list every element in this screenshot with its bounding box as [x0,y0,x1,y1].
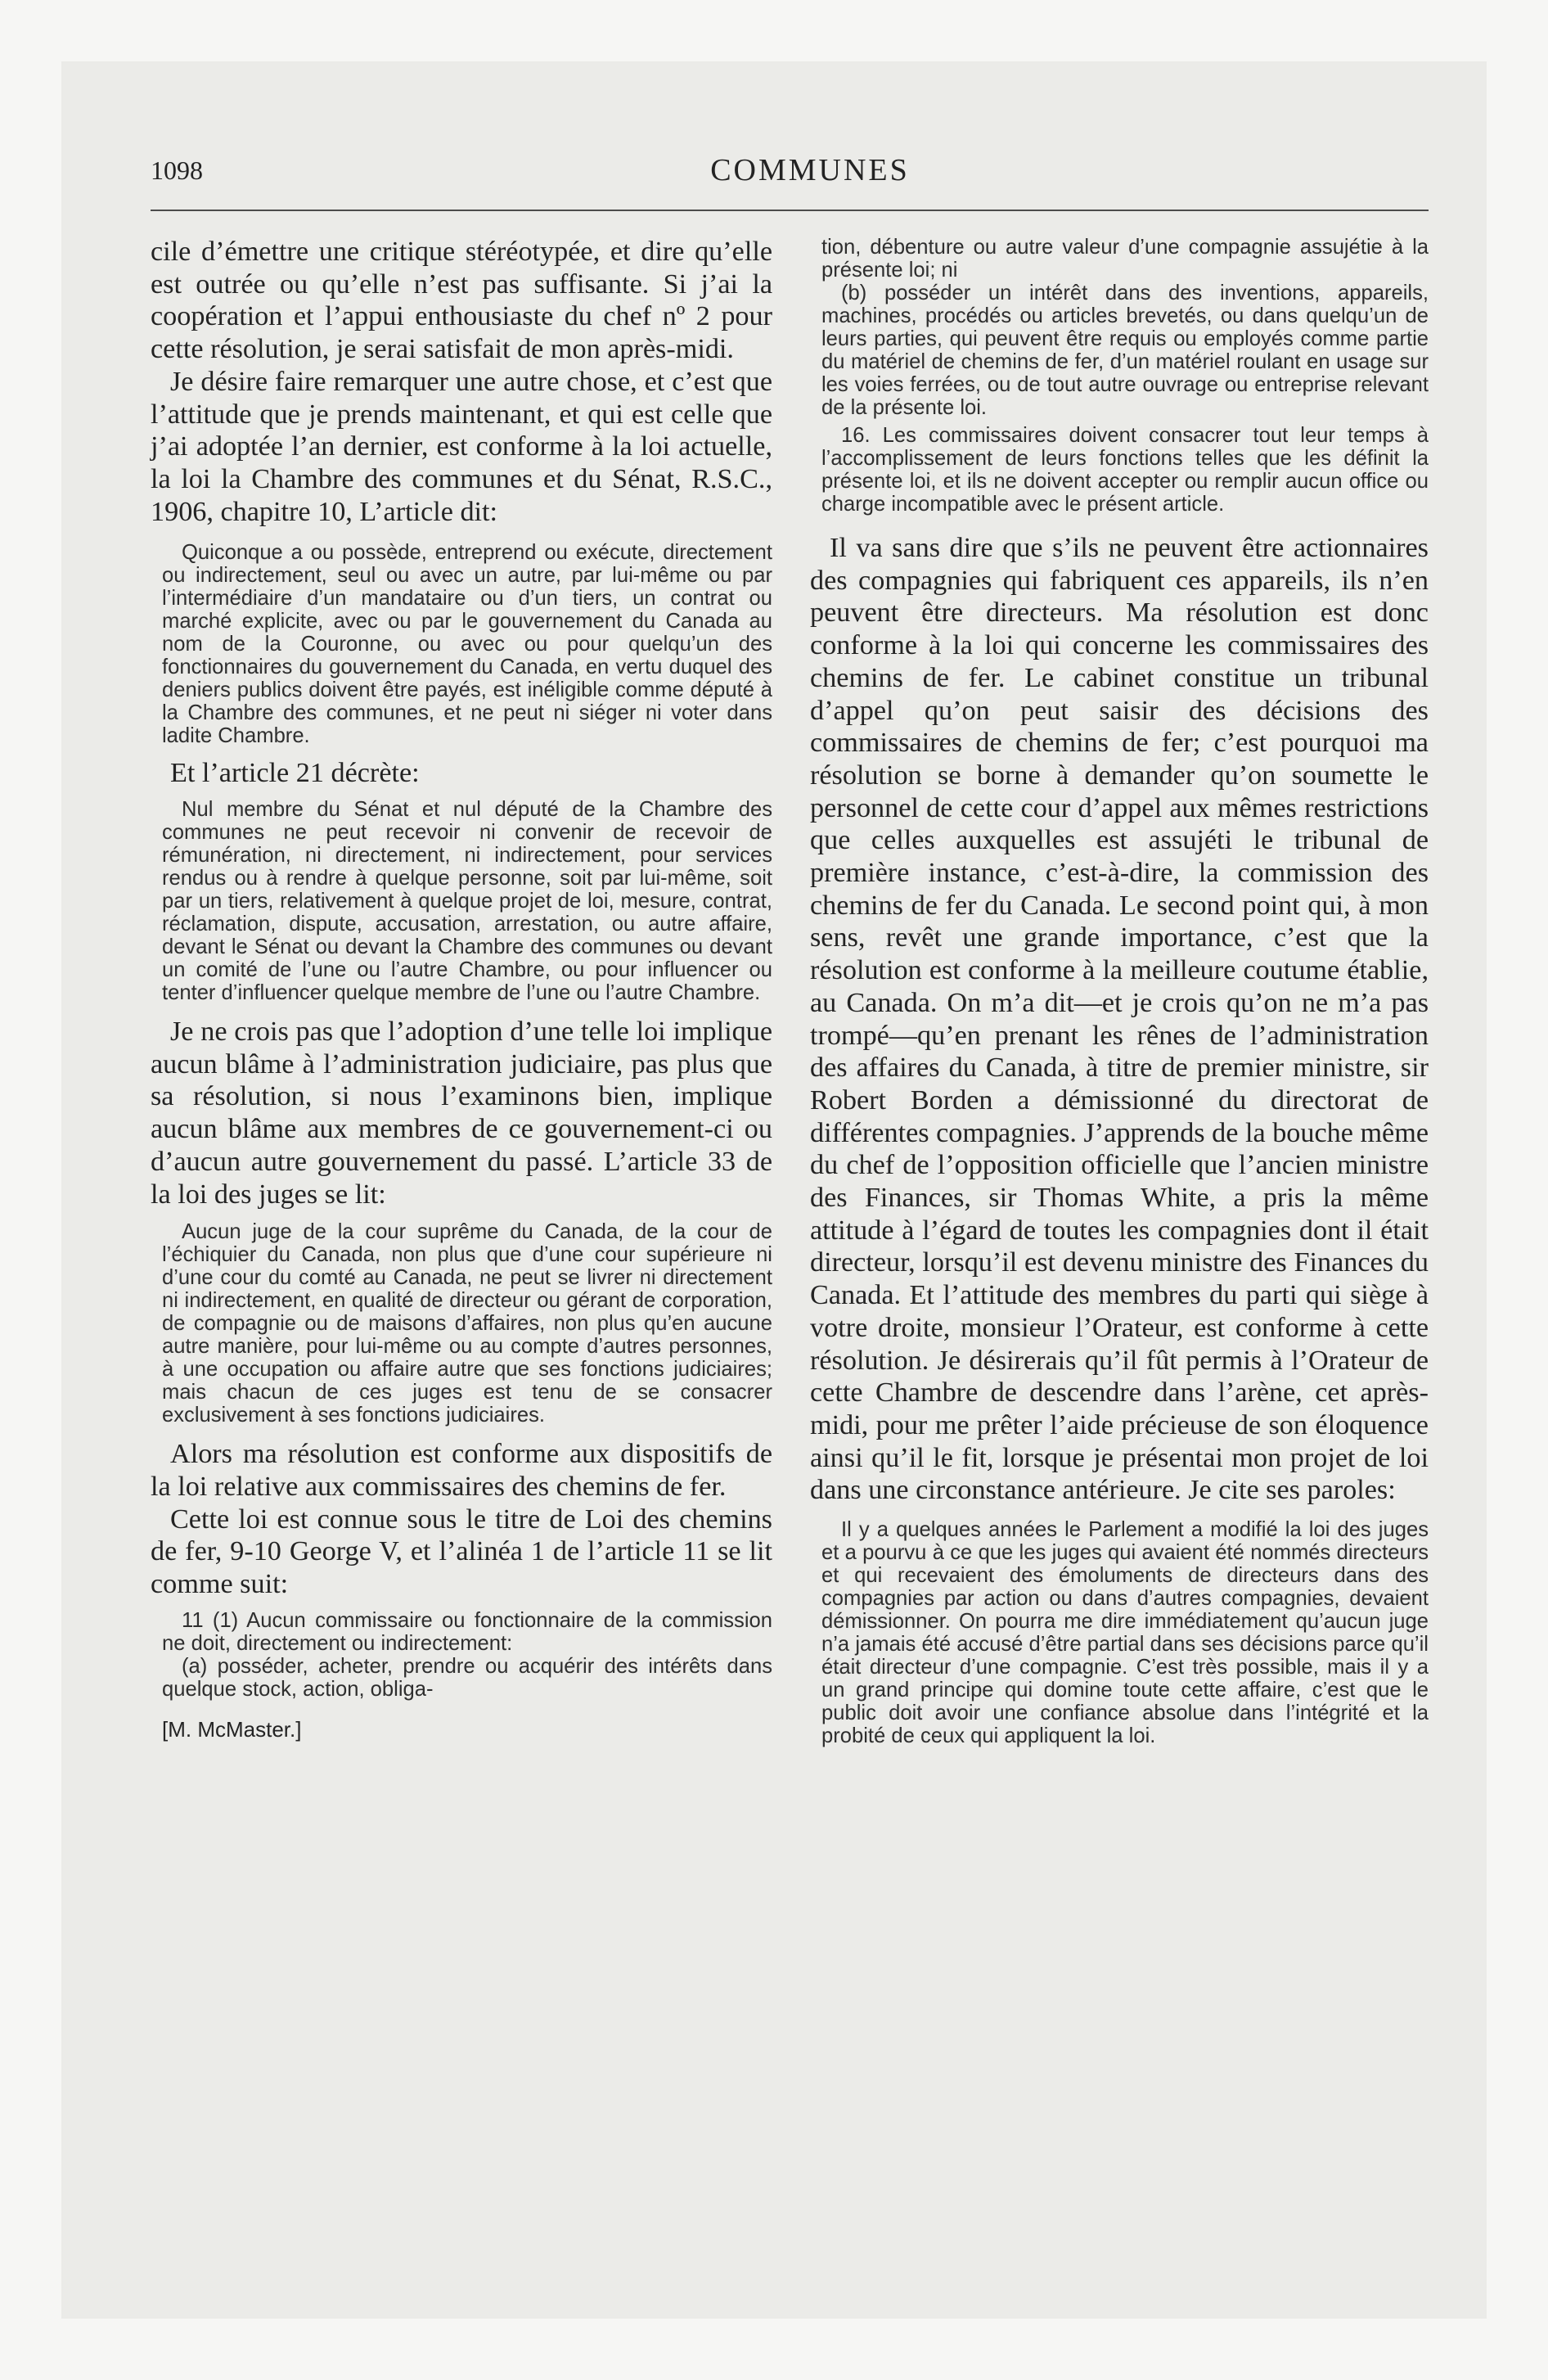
paragraph: Et l’article 21 décrète: [170,758,420,789]
quoted-statute: tion, débenture ou autre valeur d’une compagnie assujétie à la présente loi; ni [821,236,1429,282]
quoted-statute: Aucun juge de la cour suprême du Canada, de la cour de l’échiquier du Canada, non plus que d’une cour supérieure ni d’une cour du comté au Canada, ne peut se livrer ni directement ni indirectement, en qualité de directeur ou gérant de corporation, de compagnie ou de maisons d’affaires, non plus qu’en aucune autre manière, pour lui-même ou au compte d’autres personnes, à une occupation ou affaire autre que ses fonctions judiciaires; mais chacun de ces juges est tenu de se consacrer exclusivement à ses fonctions judiciaires. [162,1220,772,1427]
paragraph: Je désire faire remarquer une autre chose, et c’est que l’attitude que je prends maintenant, et qui est celle que j’ai adoptée l’an dernier, est conforme à la loi actuelle, la loi la Chambre des communes et du Sénat, R.S.C., 1906, chapitre 10, L’article dit: [151,366,772,527]
quoted-statute: Quiconque a ou possède, entreprend ou exécute, directement ou indirectement, seul ou avec un autre, par lui-même ou par l’intermédiaire d’un mandataire ou d’un tiers, un contrat ou marché explicite, avec ou par le gouvernement du Canada au nom de la Couronne, ou avec ou pour quelqu’un des fonctionnaires du gouvernement du Canada, en vertu duquel des deniers publics doivent être payés, est inéligible comme député à la Chambre des communes, et ne peut ni siéger ni voter dans ladite Chambre. [162,541,772,748]
quoted-statute: 16. Les commissaires doivent consacrer tout leur temps à l’accomplissement de leurs fonctions telles que les définit la présente loi, et ils ne doivent accepter ou remplir aucun office ou charge incompatible avec le présent article. [821,424,1429,516]
quoted-statute: Nul membre du Sénat et nul député de la Chambre des communes ne peut recevoir ni convenir de recevoir de rémunération, ni directement, ni indirectement, pour services rendus ou à rendre à quelque personne, soit par lui-même, soit par un tiers, relativement à quelque projet de loi, mesure, contrat, réclamation, dispute, accusation, arrestation, ou autre affaire, devant le Sénat ou devant la Chambre des communes ou devant un comité de l’une ou l’autre Chambre, ou pour influencer ou tenter d’influencer quelque membre de l’une ou l’autre Chambre. [162,798,772,1005]
quoted-statute: (b) posséder un intérêt dans des inventions, appareils, machines, procédés ou articles brevetés, ou dans quelqu’un de leurs parties, qui peuvent être requis ou employés comme partie du matériel de chemins de fer, d’un matériel roulant en usage sur les voies ferrées, ou de tout autre ouvrage ou entreprise relevant de la présente loi. [821,282,1429,419]
running-title: COMMUNES [710,153,910,187]
header-rule [151,210,1429,211]
page-number: 1098 [151,156,203,185]
paragraph: cile d’émettre une critique stéréotypée, et dire qu’elle est outrée ou qu’elle n’est pas suffisante. Si j’ai la coopération et l’appui enthousiaste du chef nº 2 pour cette résolution, je serai satisfait de mon après-midi. [151,237,772,365]
quoted-statute: 11 (1) Aucun commissaire ou fonctionnaire de la commission ne doit, directement ou indirectement: [162,1608,772,1655]
quoted-statute: (a) posséder, acheter, prendre ou acquérir des intérêts dans quelque stock, action, obliga- [162,1654,772,1701]
left-column [151,236,772,1742]
paragraph: Alors ma résolution est conforme aux dispositifs de la loi relative aux commissaires des chemins de fer. [151,1439,772,1502]
paragraph: Cette loi est connue sous le titre de Loi des chemins de fer, 9-10 George V, et l’alinéa 1 de l’article 11 se lit comme suit: [151,1503,772,1600]
paragraph: Je ne crois pas que l’adoption d’une telle loi implique aucun blâme à l’administration judiciaire, pas plus que sa résolution, si nous l’examinons bien, implique aucun blâme aux membres de ce gouvernement-ci ou d’aucun autre gouvernement du passé. L’article 33 de la loi des juges se lit: [151,1016,772,1210]
quoted-statute: Il y a quelques années le Parlement a modifié la loi des juges et a pourvu à ce que les juges qui avaient été nommés directeurs et qui recevaient des émoluments de directeurs dans des compagnies par action ou dans d’autres compagnies, devaient démissionner. On pourra me dire immédiatement qu’aucun juge n’a jamais été accusé d’être partial dans ses décisions parce qu’il était directeur d’une compagnie. C’est très possible, mais il y a un grand principe qui domine toute cette affaire, c’est que le public doit avoir une confiance absolue dans l’intégrité et la probité de ceux qui appliquent la loi. [821,1518,1429,1748]
paragraph: Il va sans dire que s’ils ne peuvent être actionnaires des compagnies qui fabriquent ces appareils, ils n’en peuvent être directeurs. Ma résolution est donc conforme à la loi qui concerne les commissaires des chemins de fer. Le cabinet constitue un tribunal d’appel qu’on peut saisir des décisions des commissaires de chemins de fer; c’est pourquoi ma résolution se borne à demander qu’on soumette le personnel de cette cour d’appel aux mêmes restrictions que celles auxquelles est assujéti le tribunal de première instance, c’est-à-dire, la commission des chemins de fer du Canada. Le second point qui, à mon sens, revêt une grande importance, c’est que la résolution est conforme à la meilleure coutume établie, au Canada. On m’a dit—et je crois qu’on ne m’a pas trompé—qu’en prenant les rênes de l’administration des affaires du Canada, à titre de premier ministre, sir Robert Borden a démissionné du directorat de différentes compagnies. J’apprends de la bouche même du chef de l’opposition officielle que l’ancien ministre des Finances, sir Thomas White, a pris la même attitude à l’égard de toutes les compagnies dont il était directeur, lorsqu’il est devenu ministre des Finances du Canada. Et l’attitude des membres du parti qui siège à votre droite, monsieur l’Orateur, est conforme à cette résolution. Je désirerais qu’il fût permis à l’Orateur de cette Chambre de descendre dans l’arène, cet après-midi, pour me prêter l’aide précieuse de son éloquence ainsi qu’il le fit, lorsque je présentai mon projet de loi dans une circonstance antérieure. Je cite ses paroles: [810,533,1429,1506]
speaker-attribution: [M. McMaster.] [162,1716,302,1742]
right-column [810,236,1429,1747]
